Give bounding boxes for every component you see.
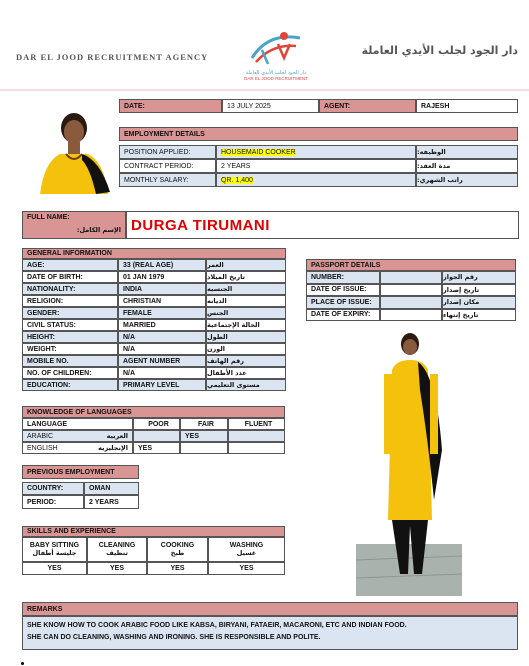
remarks-line-2: SHE CAN DO CLEANING, WASHING AND IRONING. SHE IS RESPONSIBLE AND POLITE.: [27, 634, 321, 641]
general-info-label-ar: رقم الهاتف: [206, 355, 286, 367]
skill-heading-cell: [22, 537, 87, 562]
skills-section: [22, 526, 285, 575]
top-info-table: [119, 99, 518, 187]
languages-section: [22, 406, 285, 454]
language-name-cell: [22, 442, 133, 454]
general-info-label-ar: الوزن: [206, 343, 286, 355]
general-info-row: [22, 283, 286, 295]
salary-value: QR. 1,400: [221, 176, 253, 184]
general-info-row: [22, 259, 286, 271]
lang-col-poor: POOR: [133, 418, 180, 430]
skill-value: YES: [22, 562, 87, 575]
language-poor: YES: [133, 442, 180, 454]
passport-label: NUMBER:: [306, 271, 380, 284]
general-info-value: PRIMARY LEVEL: [118, 379, 206, 391]
general-info-label: WEIGHT:: [22, 343, 118, 355]
candidate-full-photo: [356, 330, 462, 596]
passport-label-ar: تاريخ إصدار: [442, 284, 516, 297]
general-info-label-ar: عدد الأطفال: [206, 367, 286, 379]
language-name: ENGLISH: [27, 444, 58, 452]
header-divider: [0, 89, 529, 91]
language-fair: [180, 442, 228, 454]
position-label-ar: الوظيفه:: [416, 145, 518, 159]
general-info-label-ar: الحالة الإجتماعية: [206, 319, 286, 331]
full-body-portrait-icon: [356, 330, 462, 596]
passport-value: [380, 284, 442, 297]
general-info-label: HEIGHT:: [22, 331, 118, 343]
remarks-line-1: SHE KNOW HOW TO COOK ARABIC FOOD LIKE KABSA, BIRYANI, FATAEIR, MACARONI, ETC AND INDIAN FOOD.: [27, 622, 407, 629]
passport-row: [306, 271, 516, 284]
passport-label: PLACE OF ISSUE:: [306, 296, 380, 309]
general-info-row: [22, 271, 286, 283]
general-info-value: FEMALE: [118, 307, 206, 319]
general-info-row: [22, 367, 286, 379]
skill-name-ar: تنظيف: [106, 549, 128, 557]
general-info-label: GENDER:: [22, 307, 118, 319]
language-fluent: [228, 442, 285, 454]
general-info-label: MOBILE NO.: [22, 355, 118, 367]
general-info-label: EDUCATION:: [22, 379, 118, 391]
skill-heading-cell: [208, 537, 285, 562]
prev-period-label: PERIOD:: [22, 495, 84, 509]
general-info-row: [22, 355, 286, 367]
header: [0, 0, 529, 92]
skills-header: SKILLS AND EXPERIENCE: [22, 526, 285, 537]
languages-header: KNOWLEDGE OF LANGUAGES: [22, 406, 285, 418]
language-row: [22, 442, 285, 454]
general-info-label-ar: العمر: [206, 259, 286, 271]
lang-col-language: LANGUAGE: [22, 418, 133, 430]
general-info-label: AGE:: [22, 259, 118, 271]
general-info-value: MARRIED: [118, 319, 206, 331]
general-info-row: [22, 331, 286, 343]
general-info-row: [22, 307, 286, 319]
general-info-row: [22, 319, 286, 331]
remarks-section: [22, 602, 518, 650]
footer-dot: [21, 662, 24, 665]
passport-label: DATE OF ISSUE:: [306, 284, 380, 297]
general-info-label-ar: الديانه: [206, 295, 286, 307]
skill-heading-cell: [87, 537, 147, 562]
passport-value: [380, 309, 442, 322]
general-info-row: [22, 295, 286, 307]
contract-value: 2 YEARS: [216, 159, 416, 173]
contract-label-ar: مدة العقد:: [416, 159, 518, 173]
passport-label-ar: رقم الجواز: [442, 271, 516, 284]
general-info-row: [22, 343, 286, 355]
general-info-label: CIVIL STATUS:: [22, 319, 118, 331]
prev-country-label: COUNTRY:: [22, 482, 84, 495]
general-info-value: INDIA: [118, 283, 206, 295]
agent-label: AGENT:: [319, 99, 416, 113]
prev-period-value: 2 YEARS: [84, 495, 139, 509]
passport-label-ar: تاريخ إنتهاء: [442, 309, 516, 322]
agency-logo: [238, 28, 314, 84]
passport-value: [380, 296, 442, 309]
logo-figure-icon: [238, 28, 314, 68]
language-fair: YES: [180, 430, 228, 442]
previous-employment-section: [22, 465, 139, 509]
general-information-header: GENERAL INFORMATION: [22, 248, 286, 259]
general-info-value: N/A: [118, 367, 206, 379]
general-info-value: 01 JAN 1979: [118, 271, 206, 283]
passport-row: [306, 296, 516, 309]
passport-row: [306, 309, 516, 322]
passport-label: DATE OF EXPIRY:: [306, 309, 380, 322]
general-info-label-ar: تاريخ الميلاد: [206, 271, 286, 283]
agency-name-ar: دار الجود لجلب الأيدي العاملة: [361, 44, 518, 57]
general-info-value: AGENT NUMBER: [118, 355, 206, 367]
remarks-header: REMARKS: [22, 602, 518, 616]
contract-label: CONTRACT PERIOD:: [119, 159, 216, 173]
date-value: 13 JULY 2025: [222, 99, 319, 113]
skill-heading-cell: [147, 537, 208, 562]
full-name-label: FULL NAME:: [27, 214, 70, 221]
lang-col-fluent: FLUENT: [228, 418, 285, 430]
language-name-ar: الإنجليزيه: [98, 444, 128, 452]
language-fluent: [228, 430, 285, 442]
skill-name-ar: جليسة أطفال: [32, 549, 77, 557]
full-name-value: DURGA TIRUMANI: [131, 216, 270, 234]
logo-text-en: DAR EL JOOD RECRUITMENT: [244, 76, 308, 81]
skill-name-ar: طبخ: [170, 549, 185, 557]
general-info-value: 33 (REAL AGE): [118, 259, 206, 271]
salary-label-ar: راتب الشهري:: [416, 173, 518, 187]
lang-col-fair: FAIR: [180, 418, 228, 430]
skill-value: YES: [147, 562, 208, 575]
general-info-label-ar: الجنس: [206, 307, 286, 319]
skill-name: WASHING: [229, 542, 264, 549]
skill-name: BABY SITTING: [29, 542, 80, 549]
general-info-value: CHRISTIAN: [118, 295, 206, 307]
general-info-value: N/A: [118, 331, 206, 343]
skill-name: COOKING: [160, 542, 195, 549]
language-name-cell: [22, 430, 133, 442]
general-info-label: NATIONALITY:: [22, 283, 118, 295]
language-row: [22, 430, 285, 442]
agency-name-en: DAR EL JOOD RECRUITMENT AGENCY: [16, 52, 209, 62]
passport-row: [306, 284, 516, 297]
headshot-portrait-icon: [30, 104, 112, 194]
general-info-label-ar: مستوى التعليمي: [206, 379, 286, 391]
date-label: DATE:: [119, 99, 222, 113]
general-info-value: N/A: [118, 343, 206, 355]
language-name-ar: العربيه: [106, 432, 128, 440]
prev-country-value: OMAN: [84, 482, 139, 495]
general-information-section: [22, 248, 286, 391]
agent-value: RAJESH: [416, 99, 518, 113]
full-name-label-ar: الإسم الكامل:: [76, 226, 121, 234]
position-label: POSITION APPLIED:: [119, 145, 216, 159]
passport-label-ar: مكان إصدار: [442, 296, 516, 309]
general-info-label-ar: الطول: [206, 331, 286, 343]
skill-name: CLEANING: [98, 542, 136, 549]
general-info-label-ar: الجنسيه: [206, 283, 286, 295]
language-poor: [133, 430, 180, 442]
full-name-row: [22, 211, 519, 239]
position-value: HOUSEMAID COOKER: [221, 148, 296, 156]
candidate-headshot: [30, 104, 112, 194]
general-info-row: [22, 379, 286, 391]
passport-details-header: PASSPORT DETAILS: [306, 259, 516, 271]
skill-name-ar: غسيل: [236, 549, 257, 557]
language-name: ARABIC: [27, 432, 54, 440]
general-info-label: DATE OF BIRTH:: [22, 271, 118, 283]
general-info-label: RELIGION:: [22, 295, 118, 307]
passport-details-section: [306, 259, 516, 321]
employment-details-header: EMPLOYMENT DETAILS: [119, 127, 518, 141]
salary-label: MONTHLY SALARY:: [119, 173, 216, 187]
skill-value: YES: [87, 562, 147, 575]
logo-text-ar: دار الجود لجلب الأيدي العاملة: [245, 70, 307, 76]
skill-value: YES: [208, 562, 285, 575]
previous-employment-header: PREVIOUS EMPLOYMENT: [22, 465, 139, 479]
passport-value: [380, 271, 442, 284]
general-info-label: NO. OF CHILDREN:: [22, 367, 118, 379]
